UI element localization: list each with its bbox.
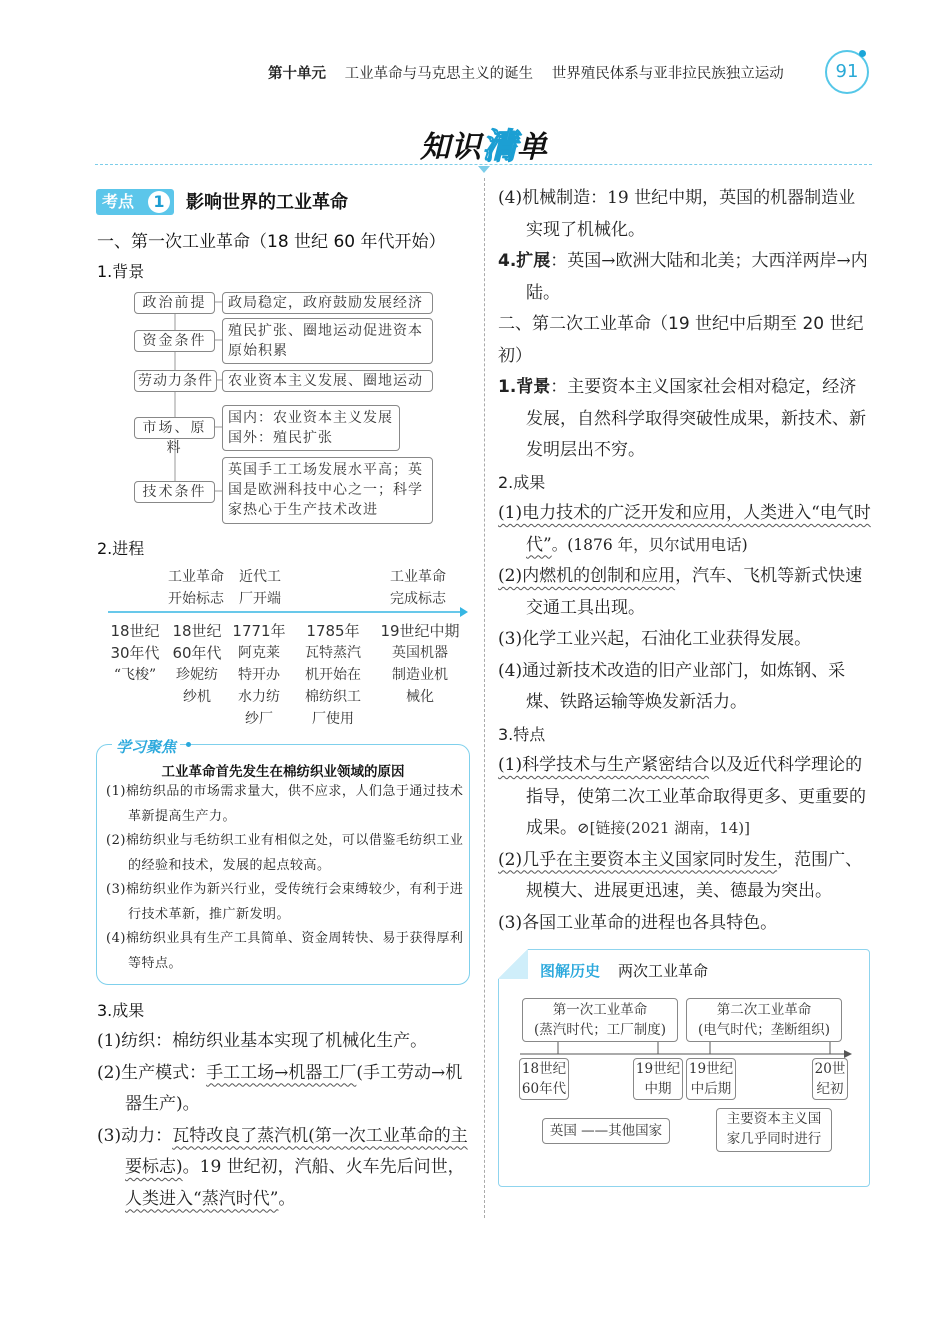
expansion-label: 4.扩展 <box>498 251 551 271</box>
bg-label-capital: 资金条件 <box>134 330 215 352</box>
focus-title: 工业革命首先发生在棉纺织业领域的原因 <box>161 764 405 780</box>
diagram-box-first: 第一次工业革命 (蒸汽时代；工厂制度) <box>522 998 678 1042</box>
result-power-end: 。 <box>278 1188 296 1209</box>
column-divider <box>484 178 485 1218</box>
focus-tag: 学习聚焦 <box>112 736 180 757</box>
achievement-electric <box>498 498 872 561</box>
diagram-corner-fold <box>498 949 528 979</box>
result-production-prefix: (2)生产模式： <box>97 1062 207 1083</box>
result-production-suffix: (手工劳动→机器生产)。 <box>125 1062 463 1114</box>
section2-bg-label: 1.背景 <box>498 377 551 397</box>
result-machinery: (4)机械制造：19 世纪中期，英国的机器制造业实现了机械化。 <box>498 188 856 240</box>
expansion-text: ：英国→欧洲大陆和北美；大西洋两岸→内陆。 <box>526 251 868 303</box>
achievement-electric-rest: 。(1876 年，贝尔试用电话) <box>551 535 748 554</box>
banner-text-1: 知识 <box>420 130 482 165</box>
kaodian-label: 考点 <box>102 192 135 211</box>
section1-heading: 一、第一次工业革命（18 世纪 60 年代开始） <box>97 232 446 252</box>
banner-text-3: 单 <box>517 130 548 165</box>
diagram-time-3: 19世纪 中后期 <box>686 1058 736 1100</box>
focus-item: (1)棉纺织品的市场需求量大，供不应求，人们急于通过技术革新提高生产力。 <box>106 784 464 824</box>
bg-text-capital: 殖民扩张、圈地运动促进资本原始积累 <box>222 318 433 364</box>
bg-label-market: 市场、原料 <box>134 417 215 439</box>
feature-science-rest: 以及近代科学理论的指导，使第二次工业革命取得更多、更重要的成果。 <box>526 755 866 838</box>
timeline-event-5: 英国机器 制造业机 械化 <box>392 645 448 705</box>
achievement-chemical: (3)化学工业兴起，石油化工业获得发展。 <box>498 629 812 649</box>
result-power-mid: 。19 世纪初，汽船、火车先后问世， <box>182 1157 465 1177</box>
link-reference[interactable] <box>577 819 750 837</box>
bg-label-politics: 政治前提 <box>134 292 215 314</box>
timeline-event-3: 阿克莱 特开办 水力纺 纱厂 <box>238 645 280 727</box>
diagram-box-spread: 英国 ——其他国家 <box>542 1118 670 1144</box>
bg-label-labor: 劳动力条件 <box>134 370 217 392</box>
achievement-old-industry: (4)通过新技术改造的旧产业部门，如炼钢、采煤、铁路运输等焕发新活力。 <box>498 660 846 712</box>
timeline-event-1: “飞梭” <box>113 667 157 683</box>
result-list <box>97 1026 472 1215</box>
section2-heading: 二、第二次工业革命（19 世纪中后期至 20 世纪初） <box>498 314 864 366</box>
feature-simultaneous-rest: ，范围广、规模大、进展更迅速，美、德最为突出。 <box>526 849 863 901</box>
expansion <box>498 246 872 309</box>
diagram-time-1: 18世纪 60年代 <box>519 1058 569 1100</box>
link-text: [链接(2021 湖南，14)] <box>589 819 751 837</box>
diagram-time-2: 19世纪 中期 <box>633 1058 683 1100</box>
timeline-year-5: 19世纪中期 <box>380 622 460 640</box>
section2-background <box>498 372 872 467</box>
result-textile: (1)纺织：棉纺织业基本实现了机械化生产。 <box>97 1031 428 1051</box>
timeline-year-2: 18世纪 60年代 <box>172 622 222 662</box>
unit-label: 第十单元 <box>268 66 326 82</box>
focus-item: (2)棉纺织业与毛纺织工业有相似之处，可以借鉴毛纺织工业的经验和技术，发展的起点较高。 <box>106 833 464 873</box>
achievement-electric-key: (1)电力技术的广泛开发和应用，人类进入“电气时代” <box>498 503 871 555</box>
features-title: 3.特点 <box>498 724 546 744</box>
page-number-text: 91 <box>835 61 859 82</box>
feature-characteristics: (3)各国工业革命的进程也各具特色。 <box>498 912 778 933</box>
achievement-engine <box>498 561 872 624</box>
bg-text-politics: 政局稳定，政府鼓励发展经济 <box>222 292 433 314</box>
timeline-event-4: 瓦特蒸汽 机开始在 棉纺织工 厂使用 <box>305 645 361 727</box>
unit-title-2: 世界殖民体系与亚非拉民族独立运动 <box>551 66 784 82</box>
focus-list <box>106 780 464 976</box>
banner-text-2: 清 <box>482 126 517 166</box>
diagram-box-simultaneous: 主要资本主义国 家几乎同时进行 <box>716 1108 832 1152</box>
bg-text-labor: 农业资本主义发展、圈地运动 <box>222 370 433 392</box>
page-dot-icon <box>859 50 866 57</box>
section2-ach-title: 2.成果 <box>498 472 546 492</box>
bg-text-market: 国内：农业资本主义发展 国外：殖民扩张 <box>222 405 400 451</box>
right-column <box>498 183 872 939</box>
timeline-top-label-2: 近代工 厂开端 <box>239 569 281 607</box>
diagram-time-4: 20世 纪初 <box>812 1058 848 1100</box>
diagram-title: 两次工业革命 <box>618 962 709 980</box>
timeline-top-label-3: 工业革命 完成标志 <box>390 569 446 607</box>
kaodian-number: 1 <box>148 191 170 213</box>
link-icon: ⊘ <box>577 819 590 837</box>
result-title: 3.成果 <box>97 1001 145 1020</box>
timeline-year-3: 1771年 <box>232 622 286 640</box>
background-title: 1.背景 <box>97 262 145 281</box>
unit-title-1: 工业革命与马克思主义的诞生 <box>344 66 534 82</box>
focus-item: (3)棉纺织业作为新兴行业，受传统行会束缚较少，有利于进行技术革新，推广新发明。 <box>106 882 464 922</box>
bg-text-tech: 英国手工工场发展水平高；英国是欧洲科技中心之一；科学家热心于生产技术改进 <box>222 457 433 524</box>
result-production-mode <box>97 1058 472 1121</box>
result-power-key: 瓦特改良了蒸汽机(第一次工业革命的主要标志) <box>125 1125 468 1177</box>
diagram-box-second: 第二次工业革命 (电气时代；垄断组织) <box>686 998 842 1042</box>
achievement-engine-key: (2)内燃机的创制和应用 <box>498 566 676 586</box>
result-power <box>97 1121 472 1216</box>
result-power-key2: 人类进入“蒸汽时代” <box>125 1188 279 1209</box>
timeline-axis <box>100 604 472 620</box>
timeline-event-2: 珍妮纺 纱机 <box>176 667 218 705</box>
bg-label-tech: 技术条件 <box>134 481 215 503</box>
timeline-year-1: 18世纪 30年代 <box>110 622 160 662</box>
feature-simultaneous-key: (2)几乎在主要资本主义国家同时发生 <box>498 849 778 870</box>
section2-bg-text: ：主要资本主义国家社会相对稳定，经济发展，自然科学取得突破性成果，新技术、新发明层出不穷。 <box>526 377 866 460</box>
result-power-prefix: (3)动力： <box>97 1125 173 1146</box>
achievement-engine-rest: ，汽车、飞机等新式快速交通工具出现。 <box>526 566 863 618</box>
focus-item: (4)棉纺织业具有生产工具简单、资金周转快、易于获得厚利等特点。 <box>106 931 464 971</box>
diagram-tag: 图解历史 <box>540 962 601 980</box>
timeline-top-label-1: 工业革命 开始标志 <box>168 569 224 607</box>
feature-science <box>498 750 872 845</box>
timeline-year-4: 1785年 <box>306 622 360 640</box>
process-title: 2.进程 <box>97 539 145 558</box>
feature-simultaneous <box>498 845 872 908</box>
result-production-key: 手工工场→机器工厂 <box>206 1062 357 1083</box>
feature-science-key: (1)科学技术与生产紧密结合 <box>498 755 710 775</box>
focus-tag-dot-icon <box>186 742 191 747</box>
kaodian-title: 影响世界的工业革命 <box>186 192 348 213</box>
